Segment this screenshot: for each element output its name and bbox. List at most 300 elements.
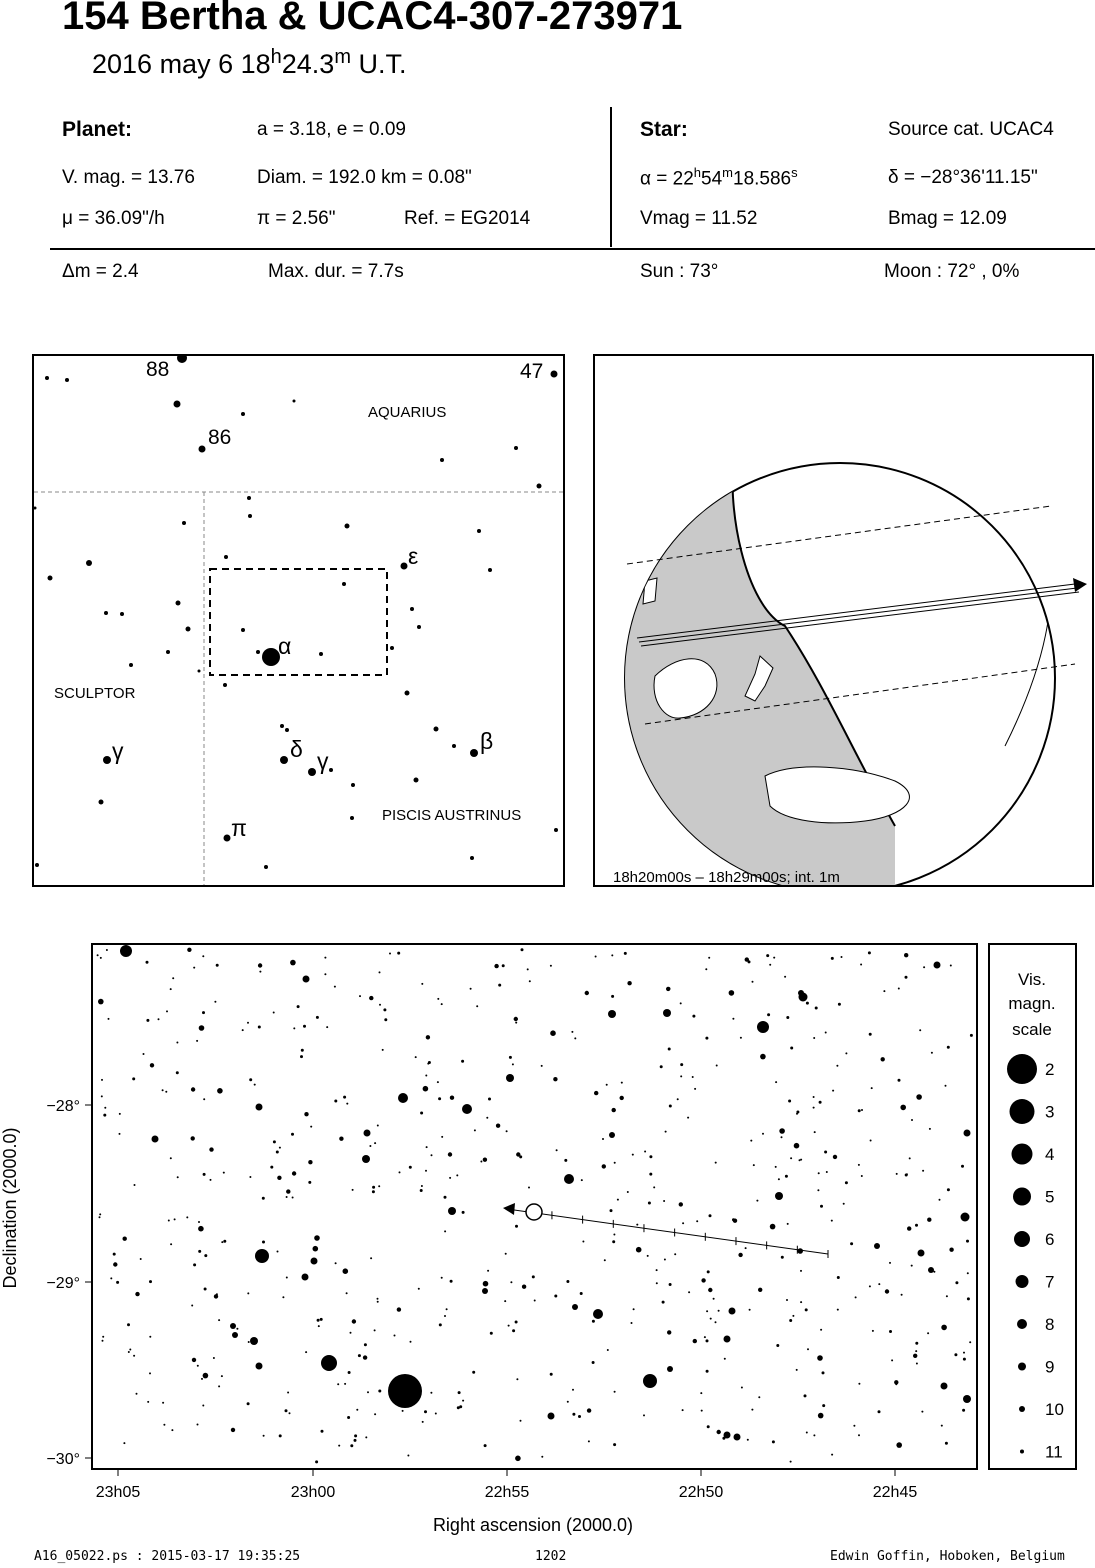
asteroid-path (503, 1203, 828, 1258)
faint-star (941, 1325, 947, 1331)
faint-star (800, 1270, 802, 1272)
faint-star (146, 1019, 149, 1022)
faint-star (99, 1213, 101, 1215)
finder-star (319, 652, 323, 656)
faint-star (352, 1189, 354, 1191)
faint-star (745, 957, 749, 961)
label-piscis-austrinus: PISCIS AUSTRINUS (382, 807, 522, 824)
faint-star (911, 1119, 913, 1121)
faint-star (203, 1173, 206, 1176)
faint-star (592, 1320, 595, 1323)
faint-star (781, 1136, 783, 1138)
faint-star (701, 1278, 705, 1282)
faint-star (906, 1173, 908, 1175)
faint-star (749, 1309, 751, 1311)
faint-star (98, 999, 104, 1005)
faint-star (304, 1112, 308, 1116)
faint-star (881, 1057, 885, 1061)
faint-star (419, 1392, 421, 1394)
faint-star (813, 1434, 815, 1436)
faint-star (915, 1342, 918, 1345)
faint-star (955, 1281, 958, 1284)
faint-star (967, 1297, 970, 1300)
faint-star (384, 1018, 387, 1021)
star-ra-seconds: 18.586 (733, 168, 792, 190)
faint-star (682, 1222, 684, 1224)
finder-star (470, 749, 478, 757)
faint-star (301, 1049, 304, 1052)
event-date: 2016 may 6 18 (92, 49, 271, 79)
faint-star (191, 1136, 195, 1140)
faint-star (505, 1253, 507, 1255)
faint-star (470, 988, 472, 990)
faint-star (831, 1220, 833, 1222)
faint-star (710, 1318, 712, 1320)
faint-star (680, 1063, 683, 1066)
faint-star (667, 987, 670, 990)
faint-star (162, 1402, 164, 1404)
faint-star (516, 1378, 518, 1380)
faint-star (415, 1056, 417, 1058)
faint-star (354, 1434, 357, 1437)
faint-star (687, 1117, 689, 1119)
faint-star (367, 1391, 369, 1393)
faint-star (680, 1002, 682, 1004)
faint-star (374, 1142, 376, 1144)
planet-orbit: a = 3.18, e = 0.09 (257, 119, 406, 140)
faint-star (889, 1262, 891, 1264)
bright-star (302, 1274, 309, 1281)
faint-star (704, 1336, 706, 1338)
faint-star (365, 1436, 367, 1438)
finder-star (488, 568, 492, 572)
faint-star (836, 1065, 838, 1067)
faint-star (158, 1018, 160, 1020)
faint-star (435, 1413, 437, 1415)
star-bmag: Bmag = 12.09 (888, 208, 1007, 229)
finder-star (405, 691, 410, 696)
finder-star (470, 856, 474, 860)
faint-star (931, 1052, 933, 1054)
faint-star (921, 1411, 923, 1413)
asteroid-track-arrow (503, 1203, 515, 1215)
faint-star (350, 1332, 352, 1334)
faint-star (582, 1241, 584, 1243)
faint-star (123, 1237, 127, 1241)
faint-star (713, 1298, 715, 1300)
faint-star (258, 1026, 261, 1029)
faint-star (753, 1164, 755, 1166)
faint-star (402, 1410, 404, 1412)
faint-star (444, 1230, 446, 1232)
faint-star (933, 1271, 935, 1273)
faint-star (680, 1075, 682, 1077)
faint-star (379, 971, 381, 973)
faint-star (612, 1108, 616, 1112)
faint-star (796, 1111, 799, 1114)
faint-star (458, 1391, 461, 1394)
faint-star (648, 1202, 651, 1205)
finder-star (351, 783, 355, 787)
faint-star (259, 971, 261, 973)
faint-star (614, 1162, 616, 1164)
y-tick-label: −30° (46, 1451, 80, 1468)
faint-star (796, 1369, 798, 1371)
faint-star (595, 956, 597, 958)
faint-star (529, 980, 531, 982)
faint-star (895, 1383, 897, 1385)
finder-stars (34, 356, 558, 869)
faint-star (149, 1336, 151, 1338)
faint-star (291, 1133, 294, 1136)
label-star-88: 88 (146, 358, 170, 381)
faint-star (831, 1454, 833, 1456)
bright-star (255, 1249, 269, 1263)
scale-title-line3: scale (1012, 1020, 1052, 1039)
faint-star (790, 1461, 792, 1463)
faint-star (664, 1259, 666, 1261)
faint-star (425, 1075, 427, 1077)
faint-star (620, 1096, 624, 1100)
faint-star (806, 1002, 809, 1005)
faint-star (176, 1071, 179, 1074)
faint-star (516, 1152, 520, 1156)
faint-star (870, 1140, 872, 1142)
faint-star (776, 1344, 779, 1347)
faint-star (247, 1022, 249, 1024)
faint-star (572, 1413, 575, 1416)
faint-star (954, 1353, 957, 1356)
time-m-unit: m (334, 46, 351, 68)
faint-star (437, 998, 439, 1000)
bright-star (724, 1336, 731, 1343)
faint-star (778, 1178, 780, 1180)
faint-star (348, 1371, 351, 1374)
faint-star (441, 1003, 443, 1005)
faint-star (409, 1166, 412, 1169)
faint-star (541, 1456, 543, 1458)
faint-star (550, 965, 552, 967)
faint-star (571, 1031, 573, 1033)
faint-star (738, 1253, 742, 1257)
faint-star (418, 1288, 420, 1290)
star-ra-minutes: 54 (701, 168, 723, 190)
faint-star (649, 1173, 652, 1176)
faint-star (242, 1029, 244, 1031)
x-tick-marks (118, 1470, 895, 1476)
faint-star (210, 1179, 212, 1181)
faint-star (805, 1308, 808, 1311)
faint-star (692, 1015, 695, 1018)
faint-star (285, 1409, 288, 1412)
faint-star (216, 1293, 218, 1295)
planet-vmag: V. mag. = 13.76 (62, 167, 195, 188)
faint-star (270, 1166, 273, 1169)
faint-star (168, 1220, 170, 1222)
faint-star (858, 1383, 860, 1385)
faint-star (775, 1081, 777, 1083)
detail-star-chart (91, 943, 978, 1470)
faint-star (193, 967, 195, 969)
faint-star (724, 1358, 726, 1360)
faint-star (740, 1037, 742, 1039)
finder-star (248, 514, 252, 518)
faint-star (128, 1351, 130, 1353)
faint-star (528, 1187, 530, 1189)
faint-star (249, 1176, 251, 1178)
faint-star (262, 1241, 265, 1244)
faint-star (174, 1218, 176, 1220)
faint-star (223, 1240, 226, 1243)
finder-star (241, 412, 245, 416)
faint-star (287, 1392, 289, 1394)
faint-star (171, 1429, 173, 1431)
faint-star (308, 1160, 312, 1164)
faint-star (760, 1054, 766, 1060)
faint-star (845, 1052, 847, 1054)
finder-star (329, 768, 333, 772)
faint-star (486, 1117, 488, 1119)
star-dec: δ = −28°36'11.15" (888, 167, 1038, 188)
planet-parallax: π = 2.56" (257, 208, 336, 229)
faint-star (860, 964, 862, 966)
faint-star (382, 1049, 384, 1051)
faint-star (209, 1147, 213, 1151)
faint-star (872, 1330, 874, 1332)
faint-star (850, 1242, 853, 1245)
faint-star (794, 1143, 800, 1149)
faint-star (722, 1437, 725, 1440)
faint-star (410, 1341, 412, 1343)
faint-star (553, 1077, 557, 1081)
faint-star (444, 1315, 446, 1317)
label-pi: π (231, 815, 247, 841)
y-tick-label: −28° (46, 1098, 80, 1115)
faint-star (627, 981, 631, 985)
faint-star (806, 1432, 808, 1434)
faint-star (149, 1280, 152, 1283)
bright-star (609, 1132, 615, 1138)
faint-star (163, 1424, 165, 1426)
faint-star (883, 990, 885, 992)
faint-star (706, 1310, 708, 1312)
faint-star (967, 1272, 969, 1274)
finder-star (34, 507, 37, 510)
finder-star (224, 555, 228, 559)
finder-star (285, 728, 289, 732)
faint-star (377, 1125, 379, 1127)
bright-star (964, 1130, 971, 1137)
faint-star (522, 1285, 526, 1289)
faint-star (216, 964, 219, 967)
faint-star (129, 1349, 131, 1351)
faint-star (430, 1392, 432, 1394)
faint-star (512, 1329, 515, 1332)
faint-star (335, 1262, 337, 1264)
scale-dot (1007, 1054, 1037, 1084)
bright-star (482, 1288, 488, 1294)
faint-star (313, 1246, 319, 1252)
faint-star (364, 1343, 367, 1346)
finder-star (477, 529, 481, 533)
faint-star (832, 1090, 834, 1092)
faint-star (556, 1149, 558, 1151)
bright-star (311, 1258, 318, 1265)
faint-star (532, 1275, 535, 1278)
faint-star (399, 1171, 401, 1173)
scale-dot (1018, 1363, 1026, 1371)
faint-star (276, 1151, 279, 1154)
faint-star (292, 1197, 294, 1199)
bright-star (918, 1250, 925, 1257)
star-ra-s-unit: s (791, 165, 798, 180)
faint-star (781, 1256, 784, 1259)
faint-star (919, 1029, 921, 1031)
faint-star (799, 1159, 801, 1161)
faint-star (643, 1414, 645, 1416)
finder-star (264, 865, 268, 869)
faint-star (871, 1087, 873, 1089)
footer-author: Edwin Goffin, Hoboken, Belgium (830, 1549, 1065, 1564)
x-tick-label: 22h50 (678, 1484, 724, 1501)
bright-star (152, 1136, 159, 1143)
finder-star (342, 582, 346, 586)
faint-star (289, 1412, 291, 1414)
faint-star (286, 1189, 290, 1193)
faint-star (518, 1457, 520, 1459)
faint-star (751, 1409, 753, 1411)
faint-star (800, 1301, 802, 1303)
finder-star (452, 744, 456, 748)
faint-star (789, 1319, 792, 1322)
y-axis-label: Declination (2000.0) (0, 1127, 20, 1289)
faint-star (198, 1250, 201, 1253)
faint-star (878, 1283, 880, 1285)
faint-star (203, 1373, 209, 1379)
scale-value: 10 (1045, 1400, 1064, 1419)
faint-star (162, 1089, 164, 1091)
label-epsilon: ε (408, 543, 419, 569)
scale-value: 3 (1045, 1102, 1055, 1122)
x-tick-label: 23h05 (95, 1484, 141, 1501)
faint-star (286, 1196, 288, 1198)
faint-star (133, 1355, 135, 1357)
bright-star (250, 1337, 258, 1345)
faint-star (970, 1034, 973, 1037)
faint-star (617, 1199, 619, 1201)
faint-star (813, 1107, 815, 1109)
faint-star (861, 1109, 863, 1111)
faint-star (101, 1079, 103, 1081)
faint-star (898, 1079, 901, 1082)
faint-star (705, 1037, 708, 1040)
faint-star (223, 1172, 225, 1174)
faint-star (354, 1439, 357, 1442)
faint-star (356, 1409, 358, 1411)
finder-star (182, 521, 186, 525)
scale-title-line1: Vis. (1017, 970, 1047, 989)
faint-star (515, 1022, 517, 1024)
faint-star (820, 1205, 823, 1208)
faint-star (679, 1202, 683, 1206)
faint-star (150, 1063, 154, 1067)
faint-star (667, 1330, 671, 1334)
faint-star (900, 1105, 906, 1111)
faint-star (170, 988, 172, 990)
bright-star (667, 1366, 673, 1372)
faint-star (907, 1226, 911, 1230)
faint-star (715, 1321, 717, 1323)
faint-star (426, 1146, 428, 1148)
faint-star (613, 1443, 616, 1446)
faint-star (665, 1131, 667, 1133)
faint-star (837, 1276, 840, 1279)
faint-star (756, 1200, 758, 1202)
scale-value: 7 (1045, 1272, 1055, 1292)
faint-star (218, 1319, 220, 1321)
faint-star (457, 1406, 460, 1409)
faint-star (343, 1268, 349, 1274)
faint-star (202, 955, 204, 957)
faint-star (784, 976, 786, 978)
faint-star (813, 1096, 815, 1098)
faint-star (344, 1383, 346, 1385)
label-sculptor: SCULPTOR (54, 685, 136, 702)
faint-star (885, 1289, 889, 1293)
bright-star (303, 976, 310, 983)
faint-star (656, 1269, 658, 1271)
finder-star (166, 650, 170, 654)
faint-star (444, 1196, 447, 1199)
bright-star (941, 1383, 948, 1390)
faint-star (869, 1033, 872, 1036)
label-gamma-sculptor: γ (112, 738, 124, 764)
faint-star (929, 1128, 931, 1130)
faint-star (521, 948, 524, 951)
scale-value: 8 (1045, 1315, 1055, 1334)
faint-star (108, 1018, 110, 1020)
faint-star (869, 1285, 871, 1287)
faint-star (705, 968, 707, 970)
scale-dot (1017, 1319, 1027, 1329)
faint-star (550, 1373, 553, 1376)
finder-star (48, 576, 53, 581)
faint-star (732, 1018, 734, 1020)
star-ra-h-unit: h (693, 165, 702, 180)
faint-star (636, 1224, 638, 1226)
bright-star (961, 1213, 970, 1222)
path-direction-arrow (1073, 578, 1087, 592)
faint-star (113, 1262, 117, 1266)
faint-star (324, 973, 326, 975)
moon-info: Moon : 72° , 0% (884, 261, 1020, 282)
footer-page-number: 1202 (535, 1549, 567, 1564)
faint-star (841, 956, 843, 958)
bright-star (364, 1130, 371, 1137)
bright-star (256, 1363, 263, 1370)
faint-star (197, 1424, 199, 1426)
faint-star (855, 1296, 857, 1298)
faint-star (100, 957, 102, 959)
faint-star (293, 1027, 295, 1029)
max-duration: Max. dur. = 7.7s (268, 261, 404, 282)
bright-star (448, 1207, 456, 1215)
faint-star (423, 1086, 429, 1092)
faint-star (196, 1040, 198, 1042)
star-ra (640, 165, 798, 190)
faint-star (787, 1223, 789, 1225)
faint-star (438, 1097, 441, 1100)
